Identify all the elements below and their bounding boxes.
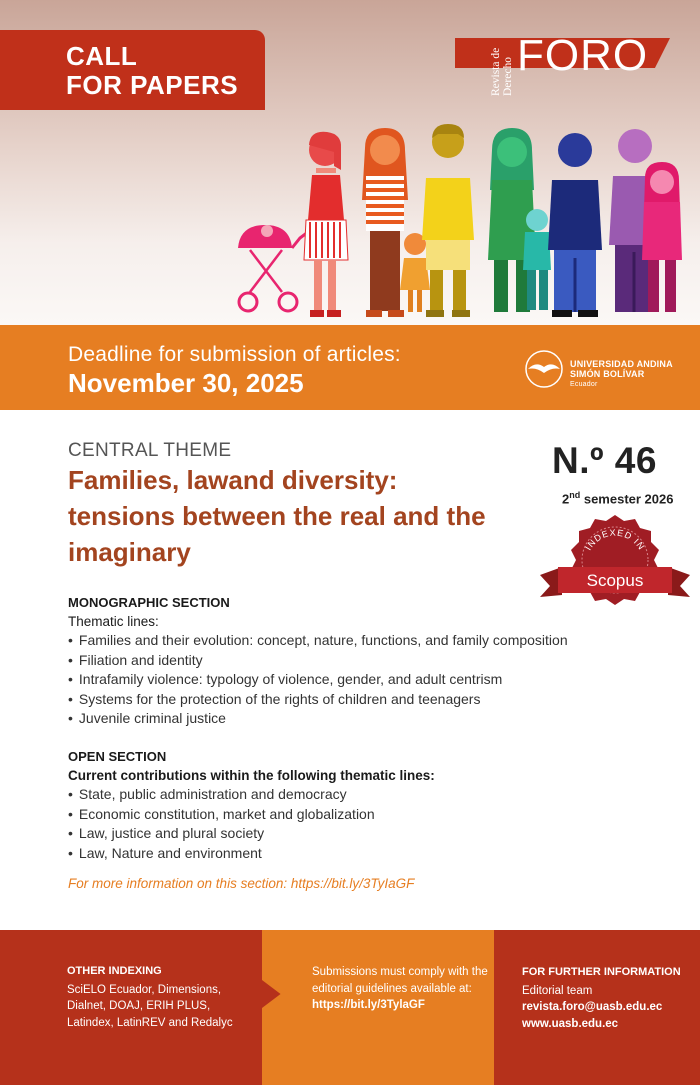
university-name [570,359,673,390]
open-list [68,785,435,863]
monographic-heading: MONOGRAPHIC SECTION [68,595,230,610]
monographic-list [68,631,568,729]
call-for-papers-banner [0,30,265,110]
figure-pink-girl [642,162,682,312]
seal-top-text: INDEXED IN [583,527,647,553]
logo-small-2: Derecho [502,57,514,96]
list-item: • Juvenile criminal justice [68,709,568,729]
footer-submissions [312,964,492,1014]
further-info-heading: FOR FURTHER INFORMATION [522,966,681,978]
figure-blue-man [548,133,602,317]
central-theme-label: CENTRAL THEME [68,440,232,461]
list-item: • Law, justice and plural society [68,824,435,844]
contact-email[interactable]: revista.foro@uasb.edu.ec [522,1001,663,1013]
list-item: • Intrafamily violence: typology of violence, gender, and adult centrism [68,670,568,690]
hero-header [0,0,700,325]
semester-ordinal: 2 [562,491,570,507]
monographic-section [68,594,568,729]
deadline-date: November 30, 2025 [68,368,304,398]
issue-number: N.º 46 [552,440,657,481]
call-line-1: CALL [66,41,138,71]
condor-icon [522,349,566,389]
logo-title: FORO [517,31,649,80]
more-info-link[interactable]: For more information on this section: https://bit.ly/3TyIaGF [68,876,415,891]
university-logo [522,349,682,389]
figure-small-girl [400,233,430,312]
open-heading: OPEN SECTION [68,749,167,764]
other-indexing-text: SciELO Ecuador, Dimensions, Dialnet, DOAJ, ERIH PLUS, Latindex, LatinREV and Redalyc [67,983,233,1029]
submissions-link[interactable]: https://bit.ly/3TylaGF [312,999,425,1011]
list-item: • State, public administration and democracy [68,785,435,805]
logo-small-1: Revista de [490,47,502,96]
call-line-2: FOR PAPERS [66,70,239,100]
monographic-subheading: Thematic lines: [68,614,159,629]
figure-red-woman [304,132,348,317]
seal-brand: Scopus [586,571,644,590]
footer-further-info [522,964,692,1032]
list-item: • Families and their evolution: concept, nature, functions, and family composition [68,631,568,651]
figure-teal-kid [523,209,551,310]
editorial-team: Editorial team [522,984,593,997]
deadline-band [0,325,700,410]
semester-suffix: nd [569,490,581,500]
university-line-2: SIMÓN BOLÍVAR [570,369,645,379]
university-country: Ecuador [570,381,598,388]
website-link[interactable]: www.uasb.edu.ec [522,1017,619,1030]
open-section [68,748,435,863]
submissions-text: Submissions must comply with the editorial guidelines available at: [312,966,488,995]
deadline-label: Deadline for submission of articles: [68,343,401,366]
foro-logo [455,31,670,108]
semester [562,490,673,506]
figure-yellow-man [422,124,474,317]
list-item: • Law, Nature and environment [68,844,435,864]
university-line-1: UNIVERSIDAD ANDINA [570,359,673,369]
central-theme-title: Families, lawand diversity: tensions between the real and the imaginary [68,465,486,567]
list-item: • Systems for the protection of the rights of children and teenagers [68,690,568,710]
list-item: • Filiation and identity [68,651,568,671]
semester-text: semester 2026 [580,491,674,507]
open-subheading: Current contributions within the following thematic lines: [68,768,435,783]
list-item: • Economic constitution, market and globalization [68,805,435,825]
footer-other-indexing [67,963,257,1031]
other-indexing-heading: OTHER INDEXING [67,965,162,977]
family-illustration [230,120,690,325]
stroller-icon [238,225,308,311]
